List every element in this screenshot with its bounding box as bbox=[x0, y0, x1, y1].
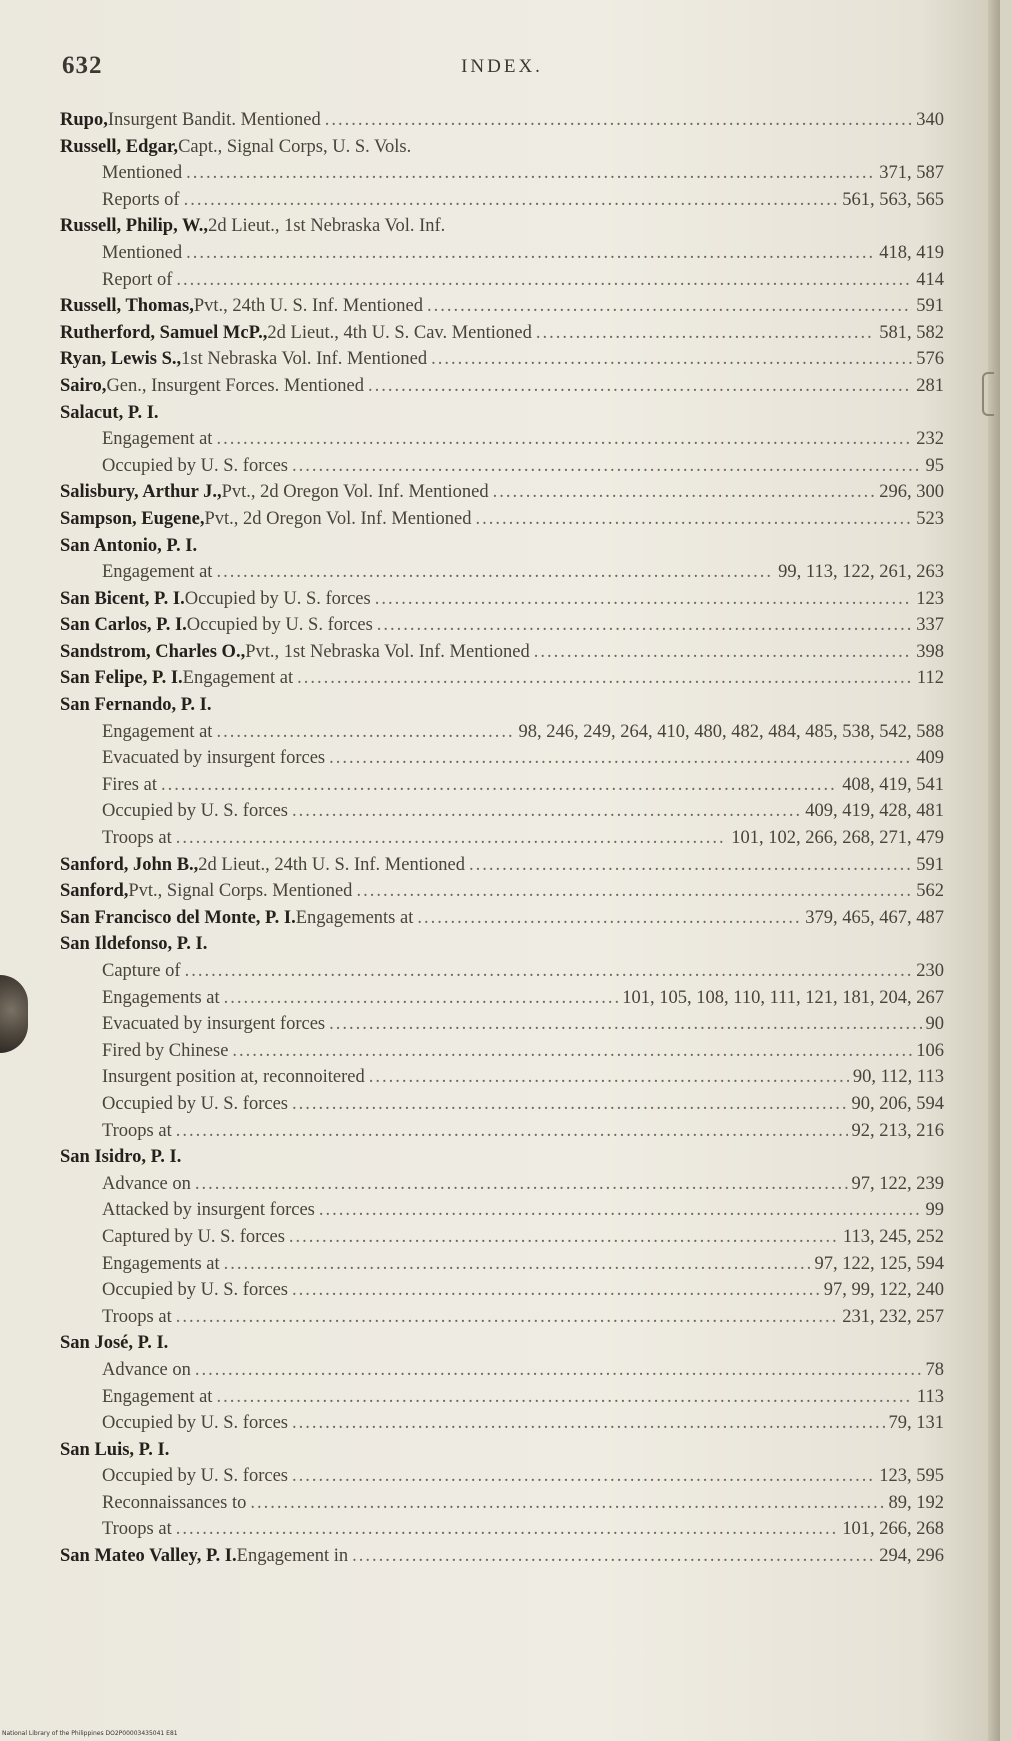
dot-leader bbox=[476, 506, 913, 533]
entry-description: Reconnaissances to bbox=[102, 1492, 247, 1513]
entry-description: Engagement at bbox=[102, 562, 213, 583]
dot-leader bbox=[224, 1251, 811, 1278]
index-entry bbox=[60, 134, 944, 161]
entry-name: San Fernando, P. I. bbox=[60, 695, 212, 716]
entry-pages: 562 bbox=[916, 881, 944, 902]
entry-description: Pvt., 2d Oregon Vol. Inf. Mentioned bbox=[221, 482, 489, 503]
index-subentry bbox=[60, 160, 944, 187]
entry-pages: 97, 122, 239 bbox=[851, 1173, 944, 1194]
dot-leader bbox=[292, 1091, 848, 1118]
index-entry bbox=[60, 692, 944, 719]
entry-pages: 123 bbox=[916, 588, 944, 609]
entry-description: Captured by U. S. forces bbox=[102, 1226, 285, 1247]
dot-leader bbox=[431, 346, 912, 373]
index-subentry bbox=[60, 1224, 944, 1251]
entry-name: San Francisco del Monte, P. I. bbox=[60, 907, 296, 928]
dot-leader bbox=[161, 772, 838, 799]
index-subentry bbox=[60, 1011, 944, 1038]
dot-leader bbox=[427, 293, 912, 320]
entry-pages: 591 bbox=[916, 854, 944, 875]
entry-name: Sandstrom, Charles O., bbox=[60, 641, 246, 662]
index-subentry bbox=[60, 719, 944, 746]
index-subentry bbox=[60, 1251, 944, 1278]
index-entry bbox=[60, 1437, 944, 1464]
entry-pages: 398 bbox=[916, 641, 944, 662]
entry-pages: 294, 296 bbox=[879, 1546, 944, 1567]
index-subentry bbox=[60, 1463, 944, 1490]
index-subentry bbox=[60, 825, 944, 852]
entry-description: Occupied by U. S. forces bbox=[102, 801, 288, 822]
entry-description: Advance on bbox=[102, 1173, 191, 1194]
entry-description: Pvt., 1st Nebraska Vol. Inf. Mentioned bbox=[245, 641, 530, 662]
entry-description: Evacuated by insurgent forces bbox=[102, 748, 326, 769]
entry-description: Occupied by U. S. forces bbox=[102, 1093, 288, 1114]
index-entry bbox=[60, 665, 944, 692]
dot-leader bbox=[536, 320, 875, 347]
index-subentry bbox=[60, 958, 944, 985]
entry-description: Report of bbox=[102, 269, 173, 290]
entry-pages: 231, 232, 257 bbox=[842, 1306, 944, 1327]
dot-leader bbox=[297, 665, 913, 692]
index-entry bbox=[60, 1144, 944, 1171]
entry-description: Fired by Chinese bbox=[102, 1040, 229, 1061]
thumb-shadow bbox=[0, 975, 28, 1053]
entry-pages: 90 bbox=[925, 1014, 944, 1035]
entry-pages: 576 bbox=[916, 349, 944, 370]
entry-pages: 340 bbox=[916, 110, 944, 130]
entry-description: Engagement at bbox=[102, 1386, 213, 1407]
entry-description: Gen., Insurgent Forces. Mentioned bbox=[106, 375, 365, 396]
index-entry bbox=[60, 852, 944, 879]
entry-description: Mentioned bbox=[102, 242, 183, 263]
entry-name: Rupo, bbox=[60, 110, 108, 130]
entry-name: San Isidro, P. I. bbox=[60, 1147, 182, 1168]
dot-leader bbox=[292, 1277, 820, 1304]
entry-pages: 101, 105, 108, 110, 111, 121, 181, 204, 267 bbox=[622, 987, 944, 1008]
entry-pages: 371, 587 bbox=[879, 163, 944, 184]
entry-name: Salacut, P. I. bbox=[60, 402, 159, 423]
index-subentry bbox=[60, 1118, 944, 1145]
index-entry bbox=[60, 373, 944, 400]
entry-description: Troops at bbox=[102, 1519, 172, 1540]
entry-pages: 90, 206, 594 bbox=[851, 1093, 944, 1114]
entry-name: Sanford, John B., bbox=[60, 854, 199, 875]
index-subentry bbox=[60, 1091, 944, 1118]
running-head: INDEX. bbox=[461, 56, 543, 77]
dot-leader bbox=[375, 586, 913, 613]
dot-leader bbox=[176, 1304, 839, 1331]
entry-description: 2d Lieut., 24th U. S. Inf. Mentioned bbox=[198, 854, 465, 875]
entry-description: Engagements at bbox=[295, 907, 414, 928]
entry-pages: 106 bbox=[916, 1040, 944, 1061]
dot-leader bbox=[216, 426, 912, 453]
dot-leader bbox=[292, 798, 801, 825]
entry-name: San Luis, P. I. bbox=[60, 1439, 170, 1460]
entry-description: Engagement at bbox=[182, 668, 294, 689]
entry-description: Reports of bbox=[102, 189, 180, 210]
entry-pages: 101, 266, 268 bbox=[842, 1519, 944, 1540]
entry-description: Engagement in bbox=[236, 1546, 349, 1567]
entry-pages: 89, 192 bbox=[888, 1492, 944, 1513]
entry-description: Troops at bbox=[102, 1306, 172, 1327]
page-number: 632 bbox=[62, 52, 103, 79]
dot-leader bbox=[195, 1171, 848, 1198]
entry-pages: 561, 563, 565 bbox=[842, 189, 944, 210]
entry-name: San Antonio, P. I. bbox=[60, 535, 198, 556]
index-subentry bbox=[60, 745, 944, 772]
dot-leader bbox=[292, 1463, 875, 1490]
dot-leader bbox=[216, 719, 514, 746]
dot-leader bbox=[469, 852, 912, 879]
index-subentry bbox=[60, 426, 944, 453]
dot-leader bbox=[417, 905, 801, 932]
entry-pages: 90, 112, 113 bbox=[852, 1067, 944, 1088]
entry-pages: 281 bbox=[916, 375, 944, 396]
index-entry bbox=[60, 479, 944, 506]
index-entry bbox=[60, 1330, 944, 1357]
index-entry bbox=[60, 878, 944, 905]
dot-leader bbox=[176, 825, 728, 852]
dot-leader bbox=[186, 160, 875, 187]
page-edge-mark bbox=[982, 372, 994, 416]
entry-name: Russell, Edgar, bbox=[60, 136, 179, 157]
dot-leader bbox=[184, 187, 839, 214]
entry-pages: 113 bbox=[916, 1386, 944, 1407]
entry-description: Troops at bbox=[102, 828, 172, 849]
index-entry bbox=[60, 346, 944, 373]
index-subentry bbox=[60, 1197, 944, 1224]
entry-name: San Ildefonso, P. I. bbox=[60, 934, 208, 955]
entry-pages: 99, 113, 122, 261, 263 bbox=[778, 562, 944, 583]
entry-name: Sanford, bbox=[60, 881, 129, 902]
entry-description: Attacked by insurgent forces bbox=[102, 1200, 315, 1221]
entry-description: Fires at bbox=[102, 774, 157, 795]
index-entry bbox=[60, 293, 944, 320]
entry-description: Troops at bbox=[102, 1120, 172, 1141]
entry-pages: 337 bbox=[916, 615, 944, 636]
entry-pages: 78 bbox=[925, 1359, 944, 1380]
entry-pages: 101, 102, 266, 268, 271, 479 bbox=[731, 828, 944, 849]
entry-description: Capt., Signal Corps, U. S. Vols. bbox=[178, 136, 412, 157]
entry-description: Pvt., Signal Corps. Mentioned bbox=[128, 881, 353, 902]
entry-pages: 95 bbox=[925, 455, 944, 476]
entry-pages: 523 bbox=[916, 508, 944, 529]
index-entry bbox=[60, 107, 944, 134]
entry-pages: 408, 419, 541 bbox=[842, 774, 944, 795]
entry-pages: 581, 582 bbox=[879, 322, 944, 343]
dot-leader bbox=[176, 267, 912, 294]
entry-name: San Mateo Valley, P. I. bbox=[60, 1546, 237, 1567]
dot-leader bbox=[216, 559, 774, 586]
index-subentry bbox=[60, 1490, 944, 1517]
index-subentry bbox=[60, 1516, 944, 1543]
entry-pages: 99 bbox=[925, 1200, 944, 1221]
entry-description: 1st Nebraska Vol. Inf. Mentioned bbox=[181, 349, 428, 370]
dot-leader bbox=[195, 1357, 922, 1384]
index-subentry bbox=[60, 1410, 944, 1437]
index-subentry bbox=[60, 798, 944, 825]
entry-name: San Carlos, P. I. bbox=[60, 615, 187, 636]
dot-leader bbox=[534, 639, 913, 666]
entry-description: Occupied by U. S. forces bbox=[184, 588, 371, 609]
entry-name: Sampson, Eugene, bbox=[60, 508, 205, 529]
dot-leader bbox=[368, 373, 912, 400]
dot-leader bbox=[176, 1118, 848, 1145]
dot-leader bbox=[356, 878, 912, 905]
entry-description: Evacuated by insurgent forces bbox=[102, 1014, 326, 1035]
index-entry bbox=[60, 586, 944, 613]
index-subentry bbox=[60, 1064, 944, 1091]
index-subentry bbox=[60, 453, 944, 480]
entry-pages: 591 bbox=[916, 296, 944, 317]
index-entry bbox=[60, 612, 944, 639]
page-header bbox=[62, 52, 942, 82]
dot-leader bbox=[185, 958, 913, 985]
entry-description: Occupied by U. S. forces bbox=[186, 615, 373, 636]
index-entry bbox=[60, 213, 944, 240]
dot-leader bbox=[292, 1410, 885, 1437]
dot-leader bbox=[329, 745, 912, 772]
index-entry bbox=[60, 400, 944, 427]
entry-pages: 409 bbox=[916, 748, 944, 769]
entry-name: Rutherford, Samuel McP., bbox=[60, 322, 268, 343]
dot-leader bbox=[325, 107, 913, 134]
entry-name: Russell, Thomas, bbox=[60, 296, 194, 317]
entry-pages: 414 bbox=[916, 269, 944, 290]
index-subentry bbox=[60, 267, 944, 294]
dot-leader bbox=[216, 1384, 912, 1411]
entry-description: Engagements at bbox=[102, 987, 220, 1008]
index-subentry bbox=[60, 1038, 944, 1065]
index-subentry bbox=[60, 772, 944, 799]
index-entry bbox=[60, 506, 944, 533]
entry-description: Occupied by U. S. forces bbox=[102, 455, 288, 476]
entry-name: San Bicent, P. I. bbox=[60, 588, 185, 609]
footer-credit: National Library of the Philippines DO2P00003435041 E81 bbox=[2, 1730, 178, 1737]
dot-leader bbox=[352, 1543, 875, 1570]
entry-description: Insurgent Bandit. Mentioned bbox=[107, 110, 321, 130]
entry-pages: 112 bbox=[916, 668, 944, 689]
entry-pages: 113, 245, 252 bbox=[842, 1226, 944, 1247]
entry-pages: 409, 419, 428, 481 bbox=[805, 801, 944, 822]
index-entry bbox=[60, 931, 944, 958]
entry-pages: 97, 122, 125, 594 bbox=[814, 1253, 944, 1274]
entry-description: 2d Lieut., 1st Nebraska Vol. Inf. bbox=[208, 216, 446, 237]
entry-description: Occupied by U. S. forces bbox=[102, 1466, 288, 1487]
entry-description: Occupied by U. S. forces bbox=[102, 1413, 288, 1434]
entry-pages: 97, 99, 122, 240 bbox=[823, 1280, 944, 1301]
dot-leader bbox=[289, 1224, 839, 1251]
entry-description: 2d Lieut., 4th U. S. Cav. Mentioned bbox=[267, 322, 532, 343]
entry-name: Ryan, Lewis S., bbox=[60, 349, 182, 370]
entry-description: Occupied by U. S. forces bbox=[102, 1280, 288, 1301]
dot-leader bbox=[292, 453, 922, 480]
index-entry bbox=[60, 533, 944, 560]
entry-name: San José, P. I. bbox=[60, 1333, 169, 1354]
entry-description: Advance on bbox=[102, 1359, 191, 1380]
entry-pages: 79, 131 bbox=[888, 1413, 944, 1434]
entry-description: Engagements at bbox=[102, 1253, 220, 1274]
entry-pages: 92, 213, 216 bbox=[851, 1120, 944, 1141]
dot-leader bbox=[329, 1011, 921, 1038]
entry-pages: 232 bbox=[916, 429, 944, 450]
dot-leader bbox=[319, 1197, 922, 1224]
entry-description: Insurgent position at, reconnoitered bbox=[102, 1067, 365, 1088]
index-subentry bbox=[60, 187, 944, 214]
entry-pages: 230 bbox=[916, 961, 944, 981]
index-subentry bbox=[60, 1384, 944, 1411]
entry-name: Salisbury, Arthur J., bbox=[60, 482, 222, 503]
entry-name: Russell, Philip, W., bbox=[60, 216, 209, 237]
dot-leader bbox=[377, 612, 912, 639]
index-subentry bbox=[60, 985, 944, 1012]
dot-leader bbox=[493, 479, 876, 506]
dot-leader bbox=[250, 1490, 884, 1517]
entry-description: Pvt., 24th U. S. Inf. Mentioned bbox=[193, 296, 424, 317]
dot-leader bbox=[232, 1038, 912, 1065]
entry-description: Engagement at bbox=[102, 429, 213, 450]
entry-description: Pvt., 2d Oregon Vol. Inf. Mentioned bbox=[204, 508, 472, 529]
entry-pages: 296, 300 bbox=[879, 482, 944, 503]
entry-pages: 123, 595 bbox=[879, 1466, 944, 1487]
index-subentry bbox=[60, 240, 944, 267]
entry-pages: 379, 465, 467, 487 bbox=[805, 907, 944, 928]
index-subentry bbox=[60, 559, 944, 586]
entry-name: Sairo, bbox=[60, 375, 107, 396]
entry-description: Mentioned bbox=[102, 163, 183, 184]
index-subentry bbox=[60, 1357, 944, 1384]
index-entry bbox=[60, 639, 944, 666]
entry-pages: 418, 419 bbox=[879, 242, 944, 263]
dot-leader bbox=[369, 1064, 849, 1091]
entry-name: San Felipe, P. I. bbox=[60, 668, 183, 689]
index-entry bbox=[60, 320, 944, 347]
index-subentry bbox=[60, 1304, 944, 1331]
index-list bbox=[60, 107, 944, 1570]
dot-leader bbox=[224, 985, 619, 1012]
entry-pages: 98, 246, 249, 264, 410, 480, 482, 484, 485, 538, 542, 588 bbox=[518, 721, 944, 742]
index-entry bbox=[60, 1543, 944, 1570]
index-subentry bbox=[60, 1171, 944, 1198]
index-entry bbox=[60, 905, 944, 932]
index-subentry bbox=[60, 1277, 944, 1304]
entry-description: Engagement at bbox=[102, 721, 213, 742]
page-edge bbox=[988, 0, 1000, 1741]
dot-leader bbox=[186, 240, 875, 267]
entry-description: Capture of bbox=[102, 961, 181, 981]
dot-leader bbox=[176, 1516, 839, 1543]
